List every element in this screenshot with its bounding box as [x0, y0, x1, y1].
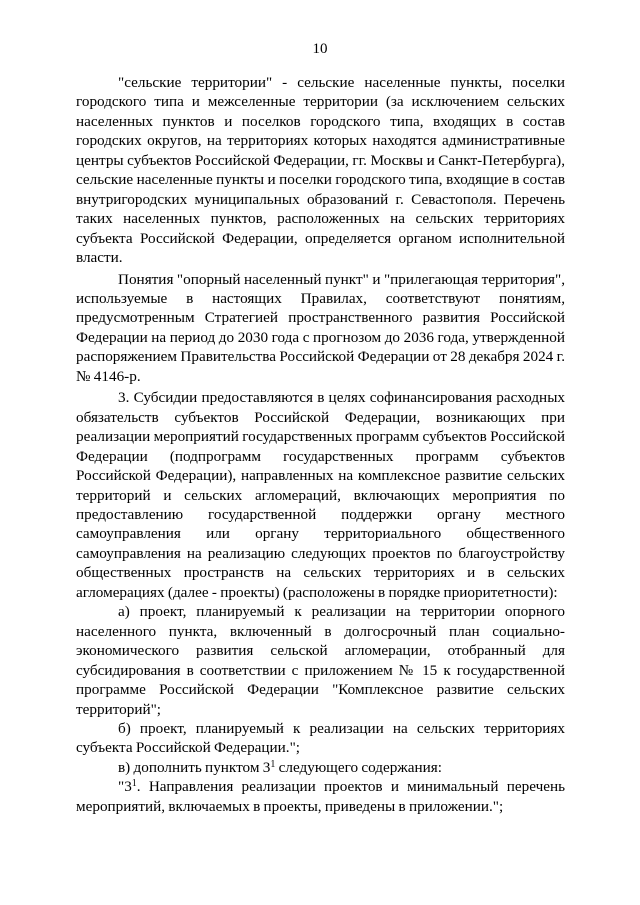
point-3-1-text-end: . Направления реализации проектов и минимальный перечень мероприятий, включаемых в проекты, приведены в приложении."; [76, 778, 565, 815]
item-v-superscript: 1 [270, 758, 276, 770]
page-number: 10 [312, 41, 328, 57]
paragraph-support-settlement-concepts: Понятия "опорный населенный пункт" и "прилегающая территория", используемые в настоящих Правилах, соответствуют понятиям, предусмотренным Стратегией пространственного развития Российской Федерации на период до 2030 года с прогнозом до 2036 года, утвержденной распоряжением Правительства Российской Федерации от 28 декабря 2024 г. № 4146-р. [76, 270, 565, 385]
point-3-1-superscript: 1 [131, 778, 137, 790]
paragraph-point-3-1 [76, 777, 565, 816]
paragraph-rural-territories-definition: "сельские территории" - сельские населенные пункты, поселки городского типа и межселенные территории (за исключением сельских населенных пунктов и поселков городского типа, входящих в состав городских округов, на территориях которых находятся административные центры субъектов Российской Федерации, гг. Москвы и Санкт-Петербурга), сельские населенные пункты и поселки городского типа, входящие в состав внутригородских муниципальных образований г. Севастополя. Перечень таких населенных пунктов, расположенных на сельских территориях субъекта Российской Федерации, определяется органом исполнительной власти. [76, 74, 565, 267]
paragraph-item-b: б) проект, планируемый к реализации на сельских территориях субъекта Российской Федерации."; [76, 719, 565, 757]
item-v-text-start: в) дополнить пунктом 3 [118, 758, 271, 776]
paragraph-subsidy-purpose: 3. Субсидии предоставляются в целях софинансирования расходных обязательств субъектов Российской Федерации, возникающих при реализации мероприятий государственных программ субъектов Российской Федерации (подпрограмм государственных программ субъектов Российской Федерации), направленных на комплексное развитие сельских территорий и сельских агломераций, включающих мероприятия по предоставлению государственной поддержки органу местного самоуправления или органу территориального общественного самоуправления на реализацию следующих проектов по благоустройству общественных пространств на сельских территориях и в сельских агломерациях (далее - проекты) (расположены в порядке приоритетности): [76, 389, 565, 601]
paragraph-item-a: а) проект, планируемый к реализации на территории опорного населенного пункта, включенный в долгосрочный план социально-экономического развития сельской агломерации, отобранный для субсидирования в соответствии с приложением № 15 к государственной программе Российской Федерации "Комплексное развитие сельских территорий"; [76, 603, 565, 718]
paragraph-item-v [76, 758, 565, 777]
point-3-1-text-start: "3 [118, 778, 132, 796]
document-body [76, 73, 565, 816]
item-v-text-end: следующего содержания: [275, 758, 442, 776]
